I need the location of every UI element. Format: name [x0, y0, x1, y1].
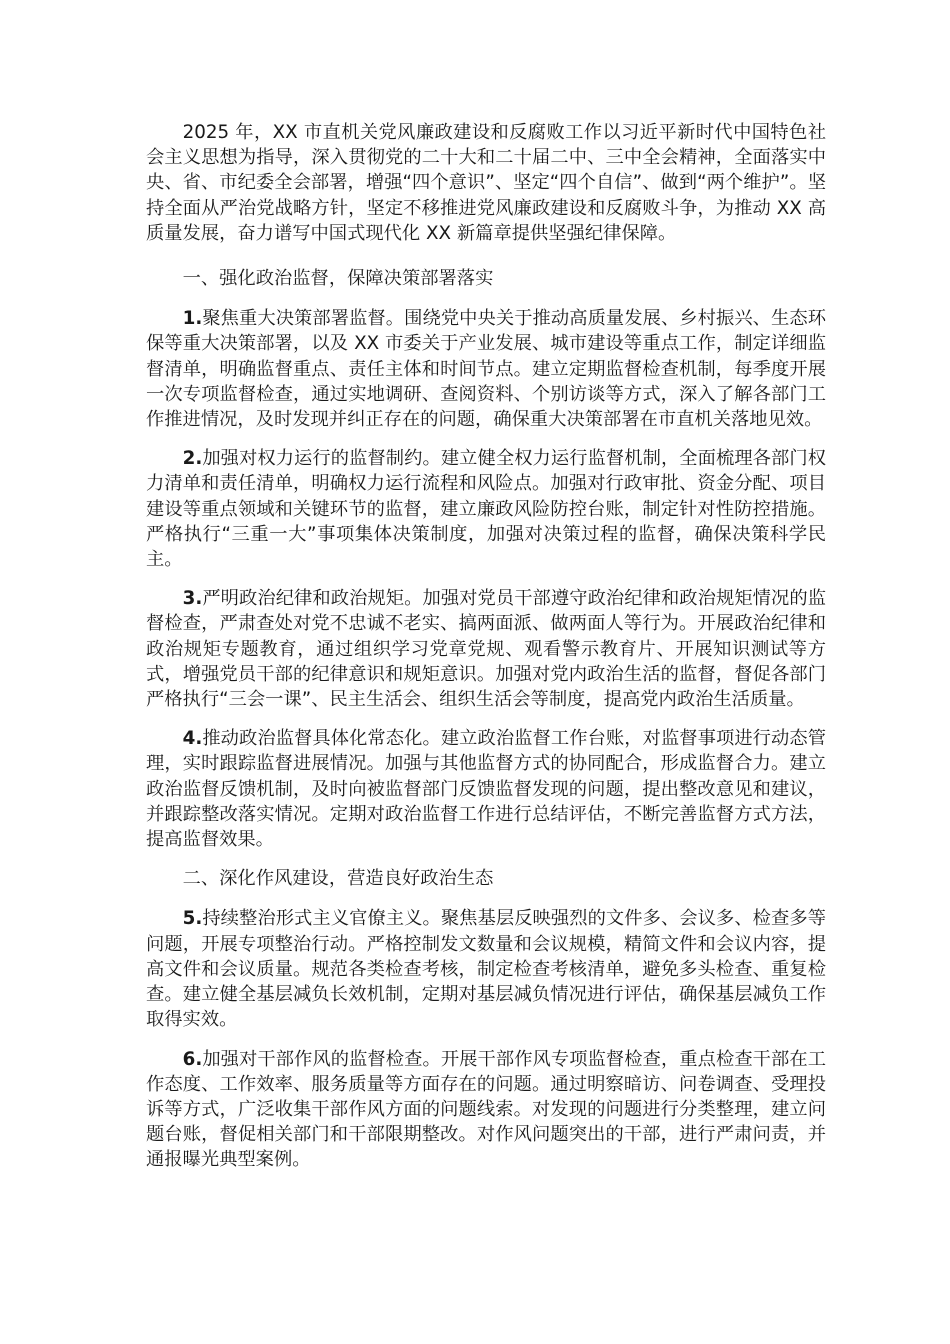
item-number: 5.: [182, 908, 203, 930]
item-number: 3.: [182, 588, 203, 610]
item-text: 推动政治监督具体化常态化。建立政治监督工作台账，对监督事项进行动态管理，实时跟踪监督进展情况。加强与其他监督方式的协同配合，形成监督合力。建立政治监督反馈机制，及时向被监督部门反馈监督发现的问题，提出整改意见和建议，并跟踪整改落实情况。定期对政治监督工作进行总结评估，不断完善监督方式方法，提高监督效果。: [146, 728, 826, 851]
list-item: [146, 446, 826, 572]
item-number: 6.: [182, 1048, 203, 1070]
section-heading: 一、强化政治监督，保障决策部署落实: [182, 268, 494, 290]
item-number: 4.: [182, 728, 203, 750]
section-heading: 二、深化作风建设，营造良好政治生态: [182, 868, 494, 890]
item-text: 加强对干部作风的监督检查。开展干部作风专项监督检查，重点检查干部在工作态度、工作效率、服务质量等方面存在的问题。通过明察暗访、问卷调查、受理投诉等方式，广泛收集干部作风方面的问题线索。对发现的问题进行分类整理，建立问题台账，督促相关部门和干部限期整改。对作风问题突出的干部，进行严肃问责，并通报曝光典型案例。: [146, 1048, 826, 1171]
document-page: [146, 120, 826, 1187]
list-item: [146, 586, 826, 712]
list-item: [146, 906, 826, 1032]
list-item: [146, 1047, 826, 1173]
item-number: 1.: [182, 308, 203, 330]
item-number: 2.: [182, 448, 203, 470]
item-text: 持续整治形式主义官僚主义。聚焦基层反映强烈的文件多、会议多、检查多等问题，开展专项整治行动。严格控制发文数量和会议规模，精简文件和会议内容，提高文件和会议质量。规范各类检查考核，制定检查考核清单，避免多头检查、重复检查。建立健全基层减负长效机制，定期对基层减负情况进行评估，确保基层减负工作取得实效。: [146, 908, 826, 1031]
item-text: 严明政治纪律和政治规矩。加强对党员干部遵守政治纪律和政治规矩情况的监督检查，严肃查处对党不忠诚不老实、搞两面派、做两面人等行为。开展政治纪律和政治规矩专题教育，通过组织学习党章党规、观看警示教育片、开展知识测试等方式，增强党员干部的纪律意识和规矩意识。加强对党内政治生活的监督，督促各部门严格执行“三会一课”、民主生活会、组织生活会等制度，提高党内政治生活质量。: [146, 588, 826, 711]
list-item: [146, 306, 826, 432]
item-text: 加强对权力运行的监督制约。建立健全权力运行监督机制，全面梳理各部门权力清单和责任清单，明确权力运行流程和风险点。加强对行政审批、资金分配、项目建设等重点领域和关键环节的监督，建立廉政风险防控台账，制定针对性防控措施。严格执行“三重一大”事项集体决策制度，加强对决策过程的监督，确保决策科学民主。: [146, 448, 826, 571]
list-item: [146, 726, 826, 852]
intro-paragraph: 2025 年，XX 市直机关党风廉政建设和反腐败工作以习近平新时代中国特色社会主义思想为指导，深入贯彻党的二十大和二十届二中、三中全会精神，全面落实中央、省、市纪委全会部署，增强“四个意识”、坚定“四个自信”、做到“两个维护”。坚持全面从严治党战略方针，坚定不移推进党风廉政建设和反腐败斗争，为推动 XX 高质量发展，奋力谱写中国式现代化 XX 新篇章提供坚强纪律保障。: [146, 122, 826, 244]
item-text: 聚焦重大决策部署监督。围绕党中央关于推动高质量发展、乡村振兴、生态环保等重大决策部署，以及 XX 市委关于产业发展、城市建设等重点工作，制定详细监督清单，明确监督重点、责任主体和时间节点。建立定期监督检查机制，每季度开展一次专项监督检查，通过实地调研、查阅资料、个别访谈等方式，深入了解各部门工作推进情况，及时发现并纠正存在的问题，确保重大决策部署在市直机关落地见效。: [146, 308, 826, 431]
